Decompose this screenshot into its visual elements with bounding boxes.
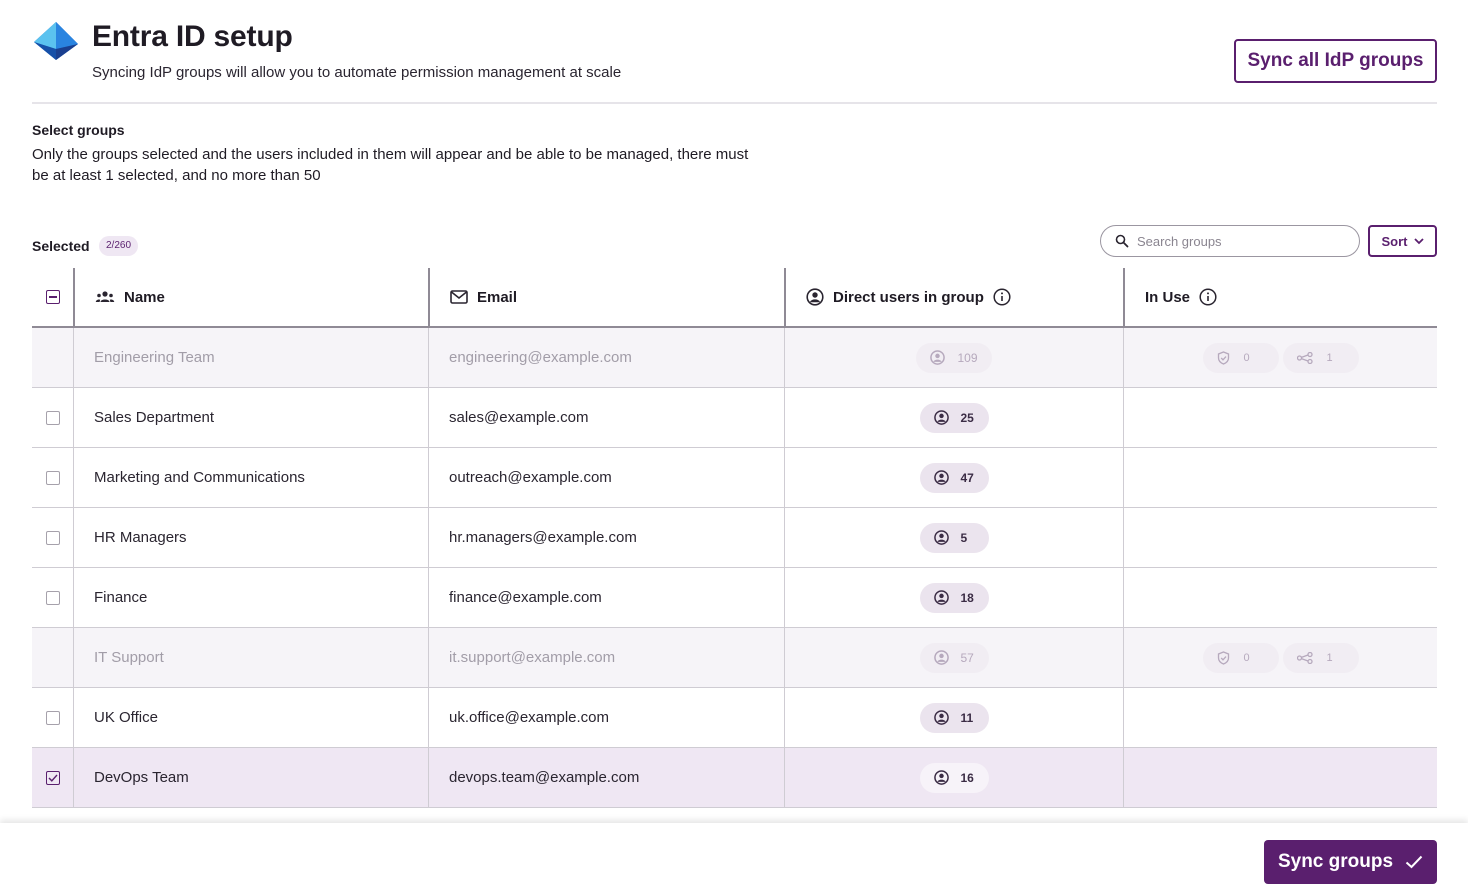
- group-name-cell: [73, 628, 428, 687]
- in-use-cell: [1123, 448, 1437, 507]
- check-icon: [48, 774, 58, 782]
- group-name-cell: [73, 328, 428, 387]
- in-use-cell: [1123, 748, 1437, 807]
- group-name: HR Managers: [94, 529, 187, 546]
- in-use-cell: [1123, 328, 1437, 387]
- user-circle-icon: [806, 288, 824, 306]
- row-checkbox[interactable]: [46, 771, 60, 785]
- users-count-cell: [784, 688, 1123, 747]
- page-subtitle: Syncing IdP groups will allow you to automate permission management at scale: [92, 64, 622, 81]
- group-name-cell: [73, 568, 428, 627]
- sort-button[interactable]: [1368, 225, 1437, 257]
- info-icon[interactable]: [1199, 288, 1217, 306]
- column-name-label: Name: [124, 288, 165, 306]
- workflow-icon: [1297, 652, 1313, 664]
- users-count-pill: [920, 643, 989, 673]
- users-count: 47: [960, 470, 974, 485]
- group-name: UK Office: [94, 709, 158, 726]
- info-icon[interactable]: [993, 288, 1011, 306]
- page-header: [32, 20, 1437, 104]
- users-count: 57: [960, 650, 974, 665]
- group-name: Finance: [94, 589, 148, 606]
- policies-in-use-pill: [1203, 343, 1279, 373]
- users-count: 5: [960, 530, 968, 545]
- workflows-count: 1: [1326, 351, 1333, 364]
- chevron-down-icon: [1414, 238, 1424, 245]
- table-row: [32, 628, 1437, 688]
- groups-table: [32, 268, 1437, 808]
- policies-count: 0: [1243, 351, 1250, 364]
- mail-icon: [450, 290, 468, 304]
- group-email-cell: [428, 628, 784, 687]
- check-icon: [1405, 855, 1423, 869]
- users-count-pill: [920, 523, 989, 553]
- select-all-checkbox[interactable]: [46, 290, 60, 304]
- group-email: devops.team@example.com: [449, 769, 640, 786]
- workflows-in-use-pill: [1283, 343, 1359, 373]
- group-email-cell: [428, 508, 784, 567]
- user-circle-icon: [934, 770, 949, 785]
- column-header-name[interactable]: [73, 268, 428, 326]
- users-count-pill: [920, 463, 989, 493]
- group-name-cell: [73, 688, 428, 747]
- table-row[interactable]: [32, 568, 1437, 628]
- selected-label: Selected: [32, 238, 90, 254]
- search-icon: [1115, 234, 1129, 248]
- selected-count-badge: 2/260: [99, 236, 138, 256]
- group-name: IT Support: [94, 649, 164, 666]
- group-name-cell: [73, 448, 428, 507]
- page-title: Entra ID setup: [92, 20, 293, 53]
- row-checkbox-cell: [32, 388, 73, 447]
- column-header-in-use[interactable]: [1123, 268, 1437, 326]
- users-count-pill: [920, 703, 989, 733]
- in-use-cell: [1123, 508, 1437, 567]
- row-checkbox[interactable]: [46, 711, 60, 725]
- user-circle-icon: [934, 470, 949, 485]
- in-use-cell: [1123, 388, 1437, 447]
- column-header-email[interactable]: [428, 268, 784, 326]
- group-email-cell: [428, 568, 784, 627]
- select-groups-heading: Select groups: [32, 122, 125, 138]
- table-body: [32, 328, 1437, 808]
- table-header: [32, 268, 1437, 328]
- sync-groups-button[interactable]: [1264, 840, 1437, 884]
- workflows-count: 1: [1326, 651, 1333, 664]
- row-checkbox-cell: [32, 448, 73, 507]
- entra-id-logo: [32, 22, 80, 62]
- group-email-cell: [428, 748, 784, 807]
- group-email: sales@example.com: [449, 409, 589, 426]
- table-row[interactable]: [32, 748, 1437, 808]
- users-count-cell: [784, 568, 1123, 627]
- user-circle-icon: [930, 350, 945, 365]
- sort-label: Sort: [1381, 233, 1408, 249]
- column-email-label: Email: [477, 288, 518, 306]
- row-checkbox-cell: [32, 748, 73, 807]
- users-count-pill: [916, 343, 991, 373]
- user-circle-icon: [934, 650, 949, 665]
- search-box[interactable]: [1100, 225, 1360, 257]
- policies-in-use-pill: [1203, 643, 1279, 673]
- user-circle-icon: [934, 590, 949, 605]
- group-email: finance@example.com: [449, 589, 602, 606]
- group-email: engineering@example.com: [449, 349, 632, 366]
- group-name: Engineering Team: [94, 349, 215, 366]
- sync-all-idp-groups-button[interactable]: Sync all IdP groups: [1234, 39, 1437, 83]
- users-count-pill: [920, 403, 989, 433]
- user-circle-icon: [934, 410, 949, 425]
- group-name-cell: [73, 388, 428, 447]
- table-row[interactable]: [32, 508, 1437, 568]
- users-count: 16: [960, 770, 974, 785]
- group-email: hr.managers@example.com: [449, 529, 637, 546]
- row-checkbox-cell: [32, 508, 73, 567]
- row-checkbox-cell: [32, 688, 73, 747]
- table-row[interactable]: [32, 448, 1437, 508]
- users-count-cell: [784, 448, 1123, 507]
- group-name: DevOps Team: [94, 769, 189, 786]
- group-name-cell: [73, 748, 428, 807]
- row-checkbox[interactable]: [46, 591, 60, 605]
- group-email-cell: [428, 388, 784, 447]
- workflow-icon: [1297, 352, 1313, 364]
- users-count-cell: [784, 628, 1123, 687]
- users-count: 18: [960, 590, 974, 605]
- row-checkbox-cell: [32, 568, 73, 627]
- row-checkbox-cell: [32, 628, 73, 687]
- policies-count: 0: [1243, 651, 1250, 664]
- shield-check-icon: [1217, 351, 1230, 365]
- header-checkbox-cell: [32, 268, 73, 326]
- users-count-cell: [784, 388, 1123, 447]
- users-count: 109: [957, 350, 978, 365]
- select-groups-description: Only the groups selected and the users included in them will appear and be able to be managed, there must be at least 1 selected, and no more than 50: [32, 146, 749, 184]
- group-email-cell: [428, 448, 784, 507]
- row-checkbox[interactable]: [46, 411, 60, 425]
- group-name-cell: [73, 508, 428, 567]
- users-count-cell: [784, 328, 1123, 387]
- group-name: Marketing and Communications: [94, 469, 305, 486]
- column-users-label: Direct users in group: [833, 288, 984, 306]
- table-row[interactable]: [32, 388, 1437, 448]
- user-circle-icon: [934, 710, 949, 725]
- row-checkbox-cell: [32, 328, 73, 387]
- user-circle-icon: [934, 530, 949, 545]
- column-in-use-label: In Use: [1145, 288, 1191, 306]
- users-count-cell: [784, 748, 1123, 807]
- row-checkbox[interactable]: [46, 531, 60, 545]
- users-count: 25: [960, 410, 974, 425]
- sync-groups-label: Sync groups: [1277, 851, 1394, 872]
- group-name: Sales Department: [94, 409, 215, 426]
- workflows-in-use-pill: [1283, 643, 1359, 673]
- group-email: uk.office@example.com: [449, 709, 610, 726]
- group-email-cell: [428, 328, 784, 387]
- users-count: 11: [960, 710, 974, 725]
- group-email: it.support@example.com: [449, 649, 616, 666]
- row-checkbox[interactable]: [46, 471, 60, 485]
- users-count-pill: [920, 763, 989, 793]
- in-use-cell: [1123, 688, 1437, 747]
- in-use-cell: [1123, 568, 1437, 627]
- column-header-users[interactable]: [784, 268, 1123, 326]
- search-input[interactable]: [1137, 226, 1352, 256]
- in-use-cell: [1123, 628, 1437, 687]
- users-count-cell: [784, 508, 1123, 567]
- table-row: [32, 328, 1437, 388]
- shield-check-icon: [1217, 651, 1230, 665]
- users-count-pill: [920, 583, 989, 613]
- footer-bar: [0, 823, 1468, 892]
- group-email: outreach@example.com: [449, 469, 612, 486]
- group-email-cell: [428, 688, 784, 747]
- table-row[interactable]: [32, 688, 1437, 748]
- people-icon: [95, 290, 115, 304]
